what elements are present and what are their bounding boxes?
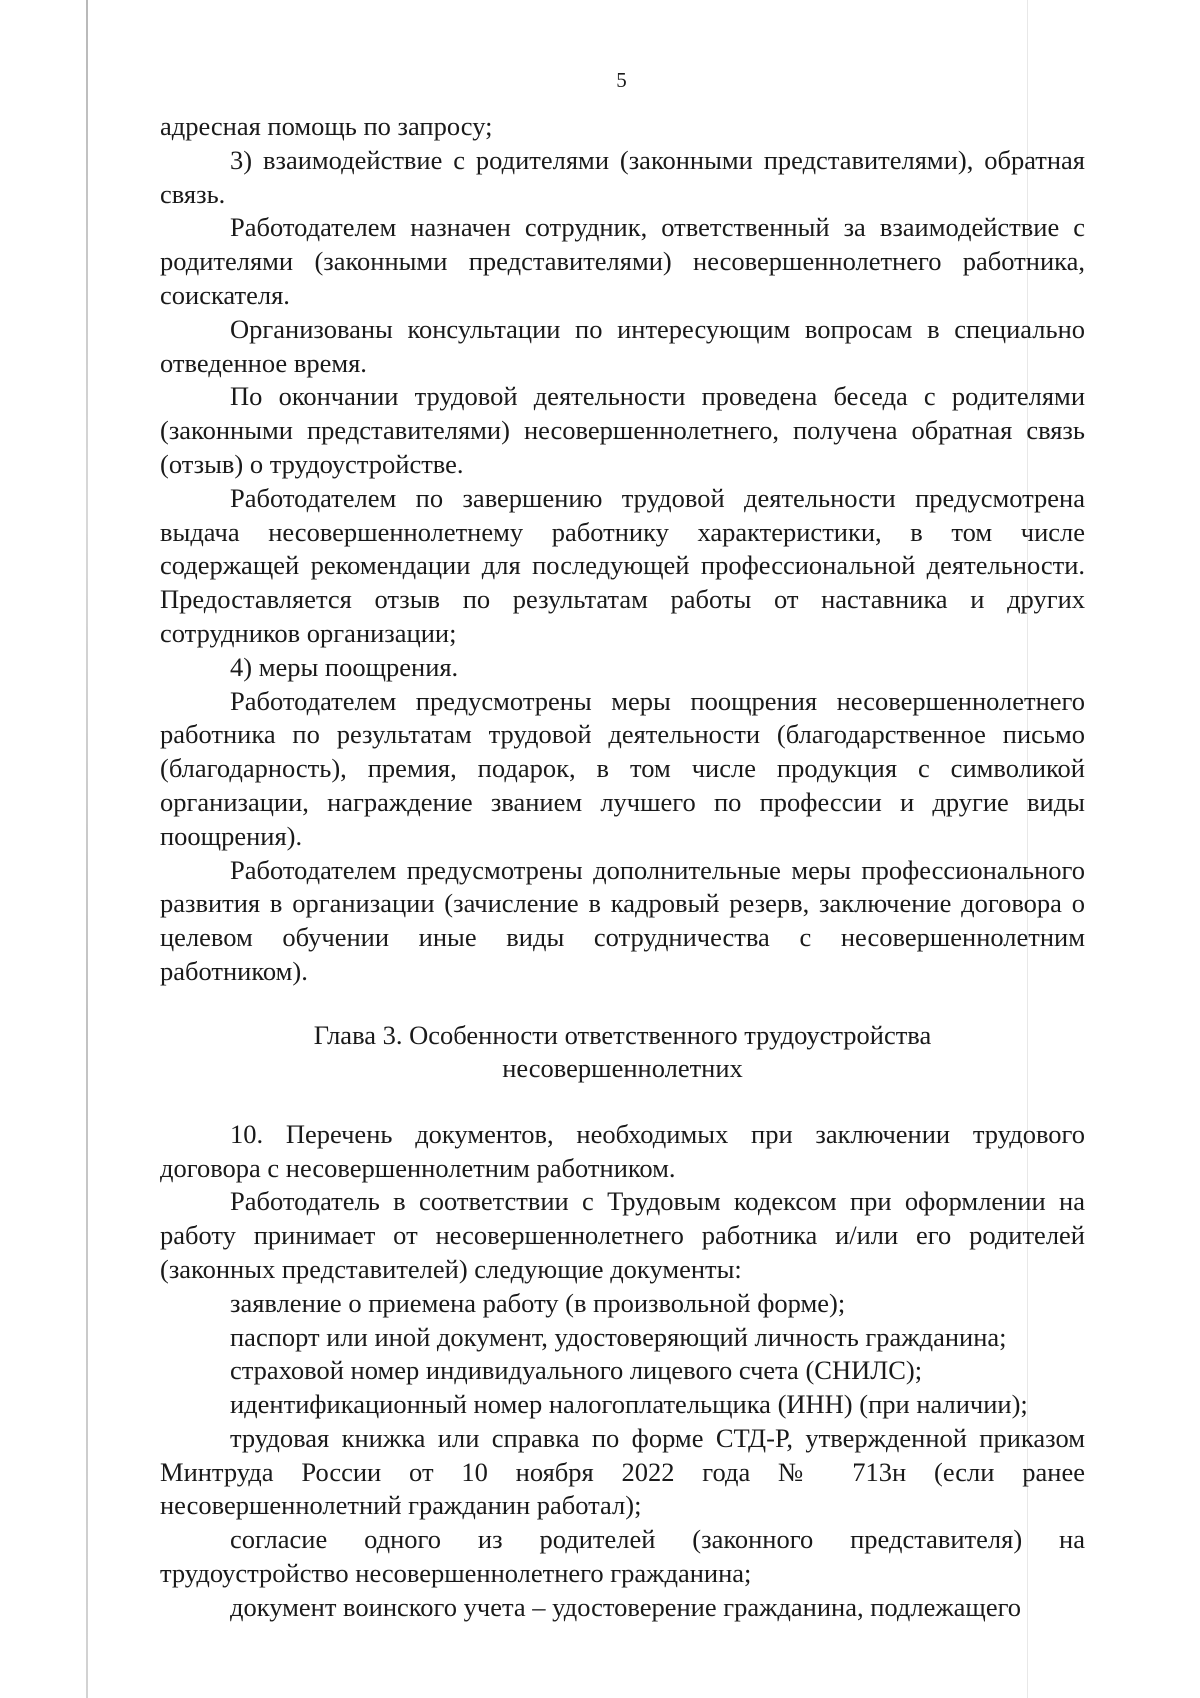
list-item: страховой номер индивидуального лицевого счета (СНИЛС); bbox=[230, 1355, 923, 1386]
paragraph: Работодателем по завершению трудовой деятельности предусмотрена выдача несовершеннолетнему работнику характеристики, в том числе содержащей рекомендации для последующей профессиональной деятельности. Предоставляется отзыв по результатам работы от наставника и других сотрудников организации; bbox=[160, 482, 1085, 648]
document-body bbox=[160, 110, 1085, 1625]
paragraph: 10. Перечень документов, необходимых при заключении трудового договора с несовершеннолетним работником. bbox=[160, 1118, 1085, 1183]
list-item: трудовая книжка или справка по форме СТД-Р, утвержденной приказом Минтруда России от 10 ноября 2022 года № 713н (если ранее несовершеннолетний гражданин работал); bbox=[160, 1422, 1085, 1521]
list-item: документ воинского учета – удостоверение гражданина, подлежащего bbox=[230, 1591, 1022, 1622]
paragraph: Организованы консультации по интересующим вопросам в специально отведенное время. bbox=[160, 313, 1085, 378]
paragraph: Работодателем предусмотрены меры поощрения несовершеннолетнего работника по результатам трудовой деятельности (благодарственное письмо (благодарность), премия, подарок, в том числе продукция с символикой организации, награждение званием лучшего по профессии и другие виды поощрения). bbox=[160, 685, 1085, 851]
chapter-heading-line: несовершеннолетних bbox=[502, 1052, 743, 1083]
paragraph: адресная помощь по запросу; bbox=[160, 111, 493, 141]
page-number: 5 bbox=[616, 68, 627, 92]
paragraph: 4) меры поощрения. bbox=[230, 651, 459, 682]
chapter-heading-line: Глава 3. Особенности ответственного трудоустройства bbox=[313, 1019, 932, 1050]
paragraph: Работодатель в соответствии с Трудовым кодексом при оформлении на работу принимает от несовершеннолетнего работника и/или его родителей (законных представителей) следующие документы: bbox=[160, 1186, 1085, 1284]
paragraph: По окончании трудовой деятельности проведена беседа с родителями (законными представителями) несовершеннолетнего, получена обратная связь (отзыв) о трудоустройстве. bbox=[160, 381, 1085, 479]
list-item: заявление о приемена работу (в произвольной форме); bbox=[230, 1287, 846, 1318]
paragraph: Работодателем назначен сотрудник, ответственный за взаимодействие с родителями (законными представителями) несовершеннолетнего работника, соискателя. bbox=[160, 212, 1085, 310]
list-item: паспорт или иной документ, удостоверяющий личность гражданина; bbox=[230, 1321, 1007, 1352]
chapter-heading bbox=[160, 1019, 1085, 1085]
paragraph: 3) взаимодействие с родителями (законными представителями), обратная связь. bbox=[160, 144, 1085, 209]
scan-edge-left bbox=[86, 0, 88, 1698]
paragraph: Работодателем предусмотрены дополнительные меры профессионального развития в организации (зачисление в кадровый резерв, заключение договора о целевом обучении иные виды сотрудничества с несовершеннолетним работником). bbox=[160, 854, 1085, 986]
list-item: идентификационный номер налогоплательщика (ИНН) (при наличии); bbox=[230, 1389, 1028, 1420]
list-item: согласие одного из родителей (законного представителя) на трудоустройство несовершеннолетнего гражданина; bbox=[160, 1524, 1085, 1589]
